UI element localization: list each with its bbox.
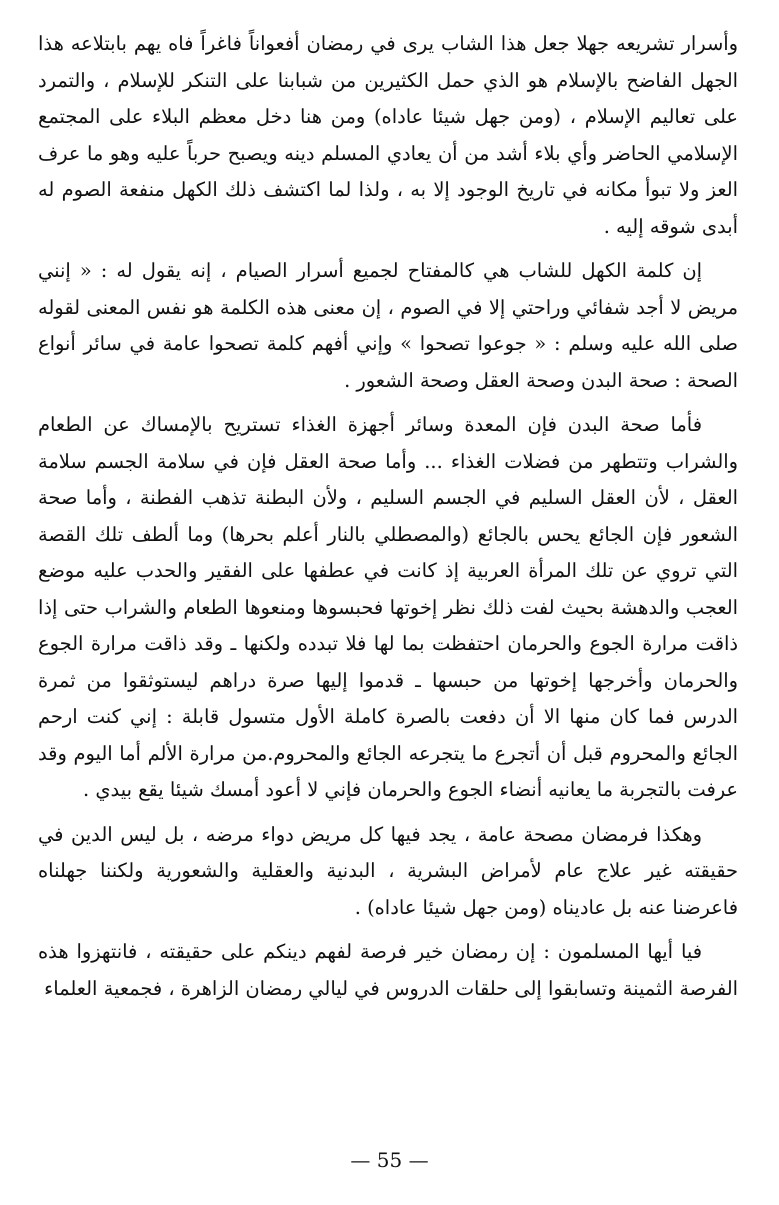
paragraph-3: فأما صحة البدن فإن المعدة وسائر أجهزة الغذاء تستريح بالإمساك عن الطعام والشراب وتتطهر من فضلات الغذاء ... وأما صحة العقل فإن في سلامة الجسم سلامة العقل ، لأن العقل السليم في الجسم السليم ، ولأن البطنة تذهب الفطنة ، وأما صحة الشعور فإن الجائع يحس بالجائع (والمصطلي بالنار أعلم بحرها) وما ألطف تلك القصة التي تروي عن تلك المرأة العربية إذ كانت في عطفها على الفقير والحدب عليه موضع العجب والدهشة بحيث لفت ذلك نظر إخوتها فحبسوها ومنعوها الطعام والشراب حتى إذا ذاقت مرارة الجوع والحرمان احتفظت بما لها فلا تبدده ولكنها ـ وقد ذاقت مرارة الجوع والحرمان وأخرجها إخوتها من حبسها ـ قدموا إليها صرة دراهم ليستوثقوا من ثمرة الدرس فما كان منها الا أن دفعت بالصرة كاملة الأول متسول قابلة : إني كنت ارحم الجائع والمحروم قبل أن أتجرع ما يتجرعه الجائع والمحروم.من مرارة الألم أما اليوم وقد عرفت بالتجربة ما يعانيه أنضاء الجوع والحرمان فإني لا أعود أمسك شيئا يقع بيدي . — [38, 413, 738, 801]
page-number: — 55 — — [350, 1148, 429, 1172]
paragraph-2: إن كلمة الكهل للشاب هي كالمفتاح لجميع أسرار الصيام ، إنه يقول له : « إنني مريض لا أجد شفائي وراحتي إلا في الصوم ، إن معنى هذه الكلمة هو نفس المعنى لقوله صلى الله عليه وسلم : « جوعوا تصحوا » وإني أفهم كلمة تصحوا عامة في سائر أنواع الصحة : صحة البدن وصحة العقل وصحة الشعور . — [38, 259, 738, 392]
paragraph-1: وأسرار تشريعه جهلا جعل هذا الشاب يرى في رمضان أفعواناً فاغراً فاه يهم بابتلاعه هذا الجهل الفاضح بالإسلام هو الذي حمل الكثيرين من شبابنا على التنكر للإسلام ، والتمرد على تعاليم الإسلام ، (ومن جهل شيئا عاداه) ومن هنا دخل معظم البلاء على المجتمع الإسلامي الحاضر وأي بلاء أشد من أن يعادي المسلم دينه ويصبح حرباً عليه وهو ما عرف العز ولا تبوأ مكانه في تاريخ الوجود إلا به ، ولذا لما اكتشف ذلك الكهل منفعة الصوم له أبدى شوقه إليه . — [38, 32, 738, 238]
page-body — [38, 26, 738, 1007]
paragraph-5: فيا أيها المسلمون : إن رمضان خير فرصة لفهم دينكم على حقيقته ، فانتهزوا هذه الفرصة الثمينة وتسابقوا إلى حلقات الدروس في ليالي رمضان الزاهرة ، فجمعية العلماء — [38, 940, 738, 1000]
paragraph-4: وهكذا فرمضان مصحة عامة ، يجد فيها كل مريض دواء مرضه ، بل ليس الدين في حقيقته غير علاج عام لأمراض البشرية ، البدنية والعقلية والشعورية ولكننا جهلناه فاعرضنا عنه بل عاديناه (ومن جهل شيئا عاداه) . — [38, 822, 738, 919]
